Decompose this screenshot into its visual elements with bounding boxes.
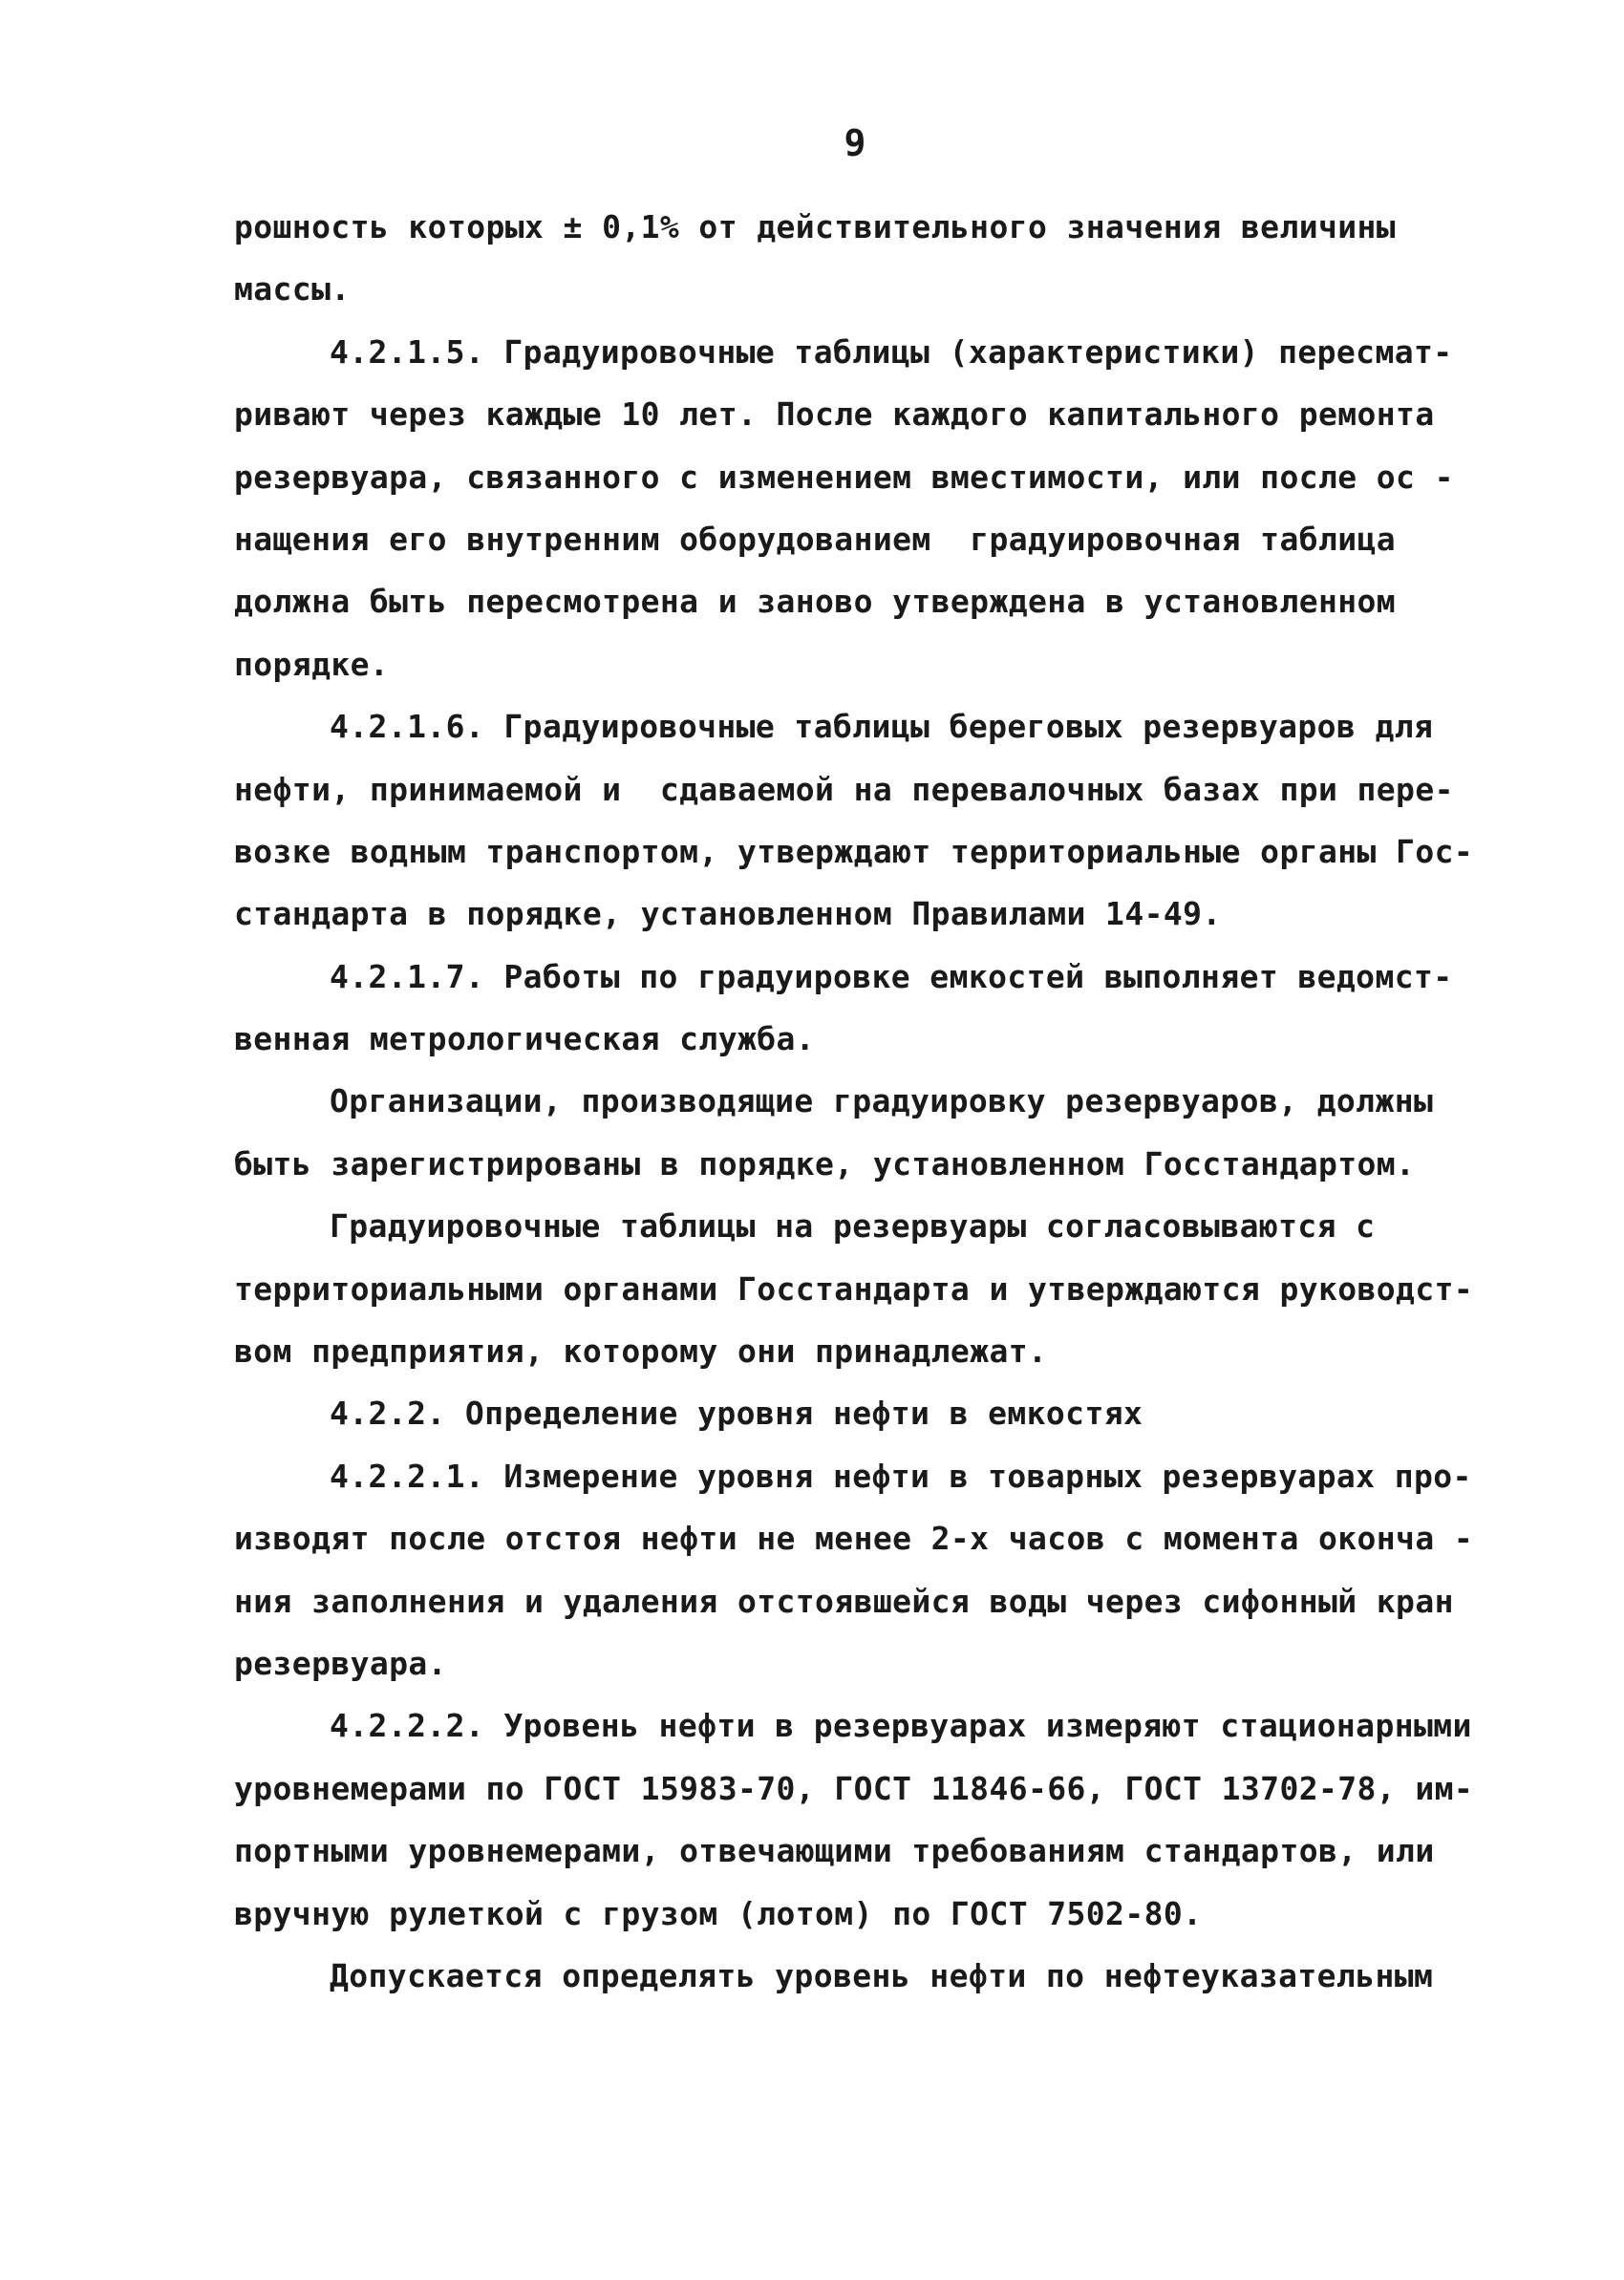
text-line: портными уровнемерами, отвечающими требованиям стандартов, или bbox=[234, 1832, 1435, 1870]
text-line: возке водным транспортом, утверждают территориальные органы Гос- bbox=[234, 832, 1474, 870]
text-line: 4.2.2. Определение уровня нефти в емкостях bbox=[330, 1395, 1143, 1433]
text-line: 4.2.1.6. Градуировочные таблицы береговых резервуаров для bbox=[330, 708, 1434, 746]
text-line: массы. bbox=[234, 270, 351, 309]
text-line: рошность которых ± 0,1% от действительного значения величины bbox=[234, 208, 1397, 245]
page-number: 9 bbox=[844, 122, 866, 164]
text-line: резервуара, связанного с изменением вместимости, или после ос - bbox=[234, 458, 1454, 496]
text-line: быть зарегистрированы в порядке, установленном Госстандартом. bbox=[234, 1144, 1416, 1183]
text-line: 4.2.1.7. Работы по градуировке емкостей выполняет ведомст- bbox=[330, 957, 1453, 995]
text-line: должна быть пересмотрена и заново утверждена в установленном bbox=[234, 583, 1397, 621]
text-line: порядке. bbox=[234, 645, 390, 683]
text-line: нефти, принимаемой и сдаваемой на перевалочных базах при пере- bbox=[234, 770, 1454, 808]
text-line: 4.2.2.1. Измерение уровня нефти в товарных резервуарах про- bbox=[330, 1457, 1472, 1495]
text-line: Организации, производящие градуировку резервуаров, должны bbox=[330, 1082, 1434, 1120]
text-line: ния заполнения и удаления отстоявшейся воды через сифонный кран bbox=[234, 1582, 1454, 1620]
text-line: Градуировочные таблицы на резервуары согласовываются с bbox=[330, 1207, 1376, 1246]
text-line: нащения его внутренним оборудованием градуировочная таблица bbox=[234, 520, 1397, 558]
text-line: стандарта в порядке, установленном Правилами 14-49. bbox=[234, 895, 1222, 933]
text-line: вручную рулеткой с грузом (лотом) по ГОСТ 7502-80. bbox=[234, 1894, 1203, 1932]
text-line: 4.2.2.2. Уровень нефти в резервуарах измеряют стационарными bbox=[330, 1707, 1472, 1745]
text-line: территориальными органами Госстандарта и утверждаются руководст- bbox=[234, 1269, 1474, 1308]
body-text bbox=[234, 196, 1495, 2007]
text-line: венная метрологическая служба. bbox=[234, 1020, 816, 1058]
text-line: уровнемерами по ГОСТ 15983-70, ГОСТ 11846-66, ГОСТ 13702-78, им- bbox=[234, 1769, 1474, 1807]
text-line: ривают через каждые 10 лет. После каждого капитального ремонта bbox=[234, 395, 1435, 434]
text-line: вом предприятия, которому они принадлежат. bbox=[234, 1332, 1048, 1371]
text-line: резервуара. bbox=[234, 1644, 447, 1682]
text-line: изводят после отстоя нефти не менее 2-х часов с момента оконча - bbox=[234, 1520, 1474, 1558]
text-line: Допускается определять уровень нефти по нефтеуказательным bbox=[330, 1956, 1434, 1994]
text-line: 4.2.1.5. Градуировочные таблицы (характеристики) пересмат- bbox=[330, 332, 1453, 371]
